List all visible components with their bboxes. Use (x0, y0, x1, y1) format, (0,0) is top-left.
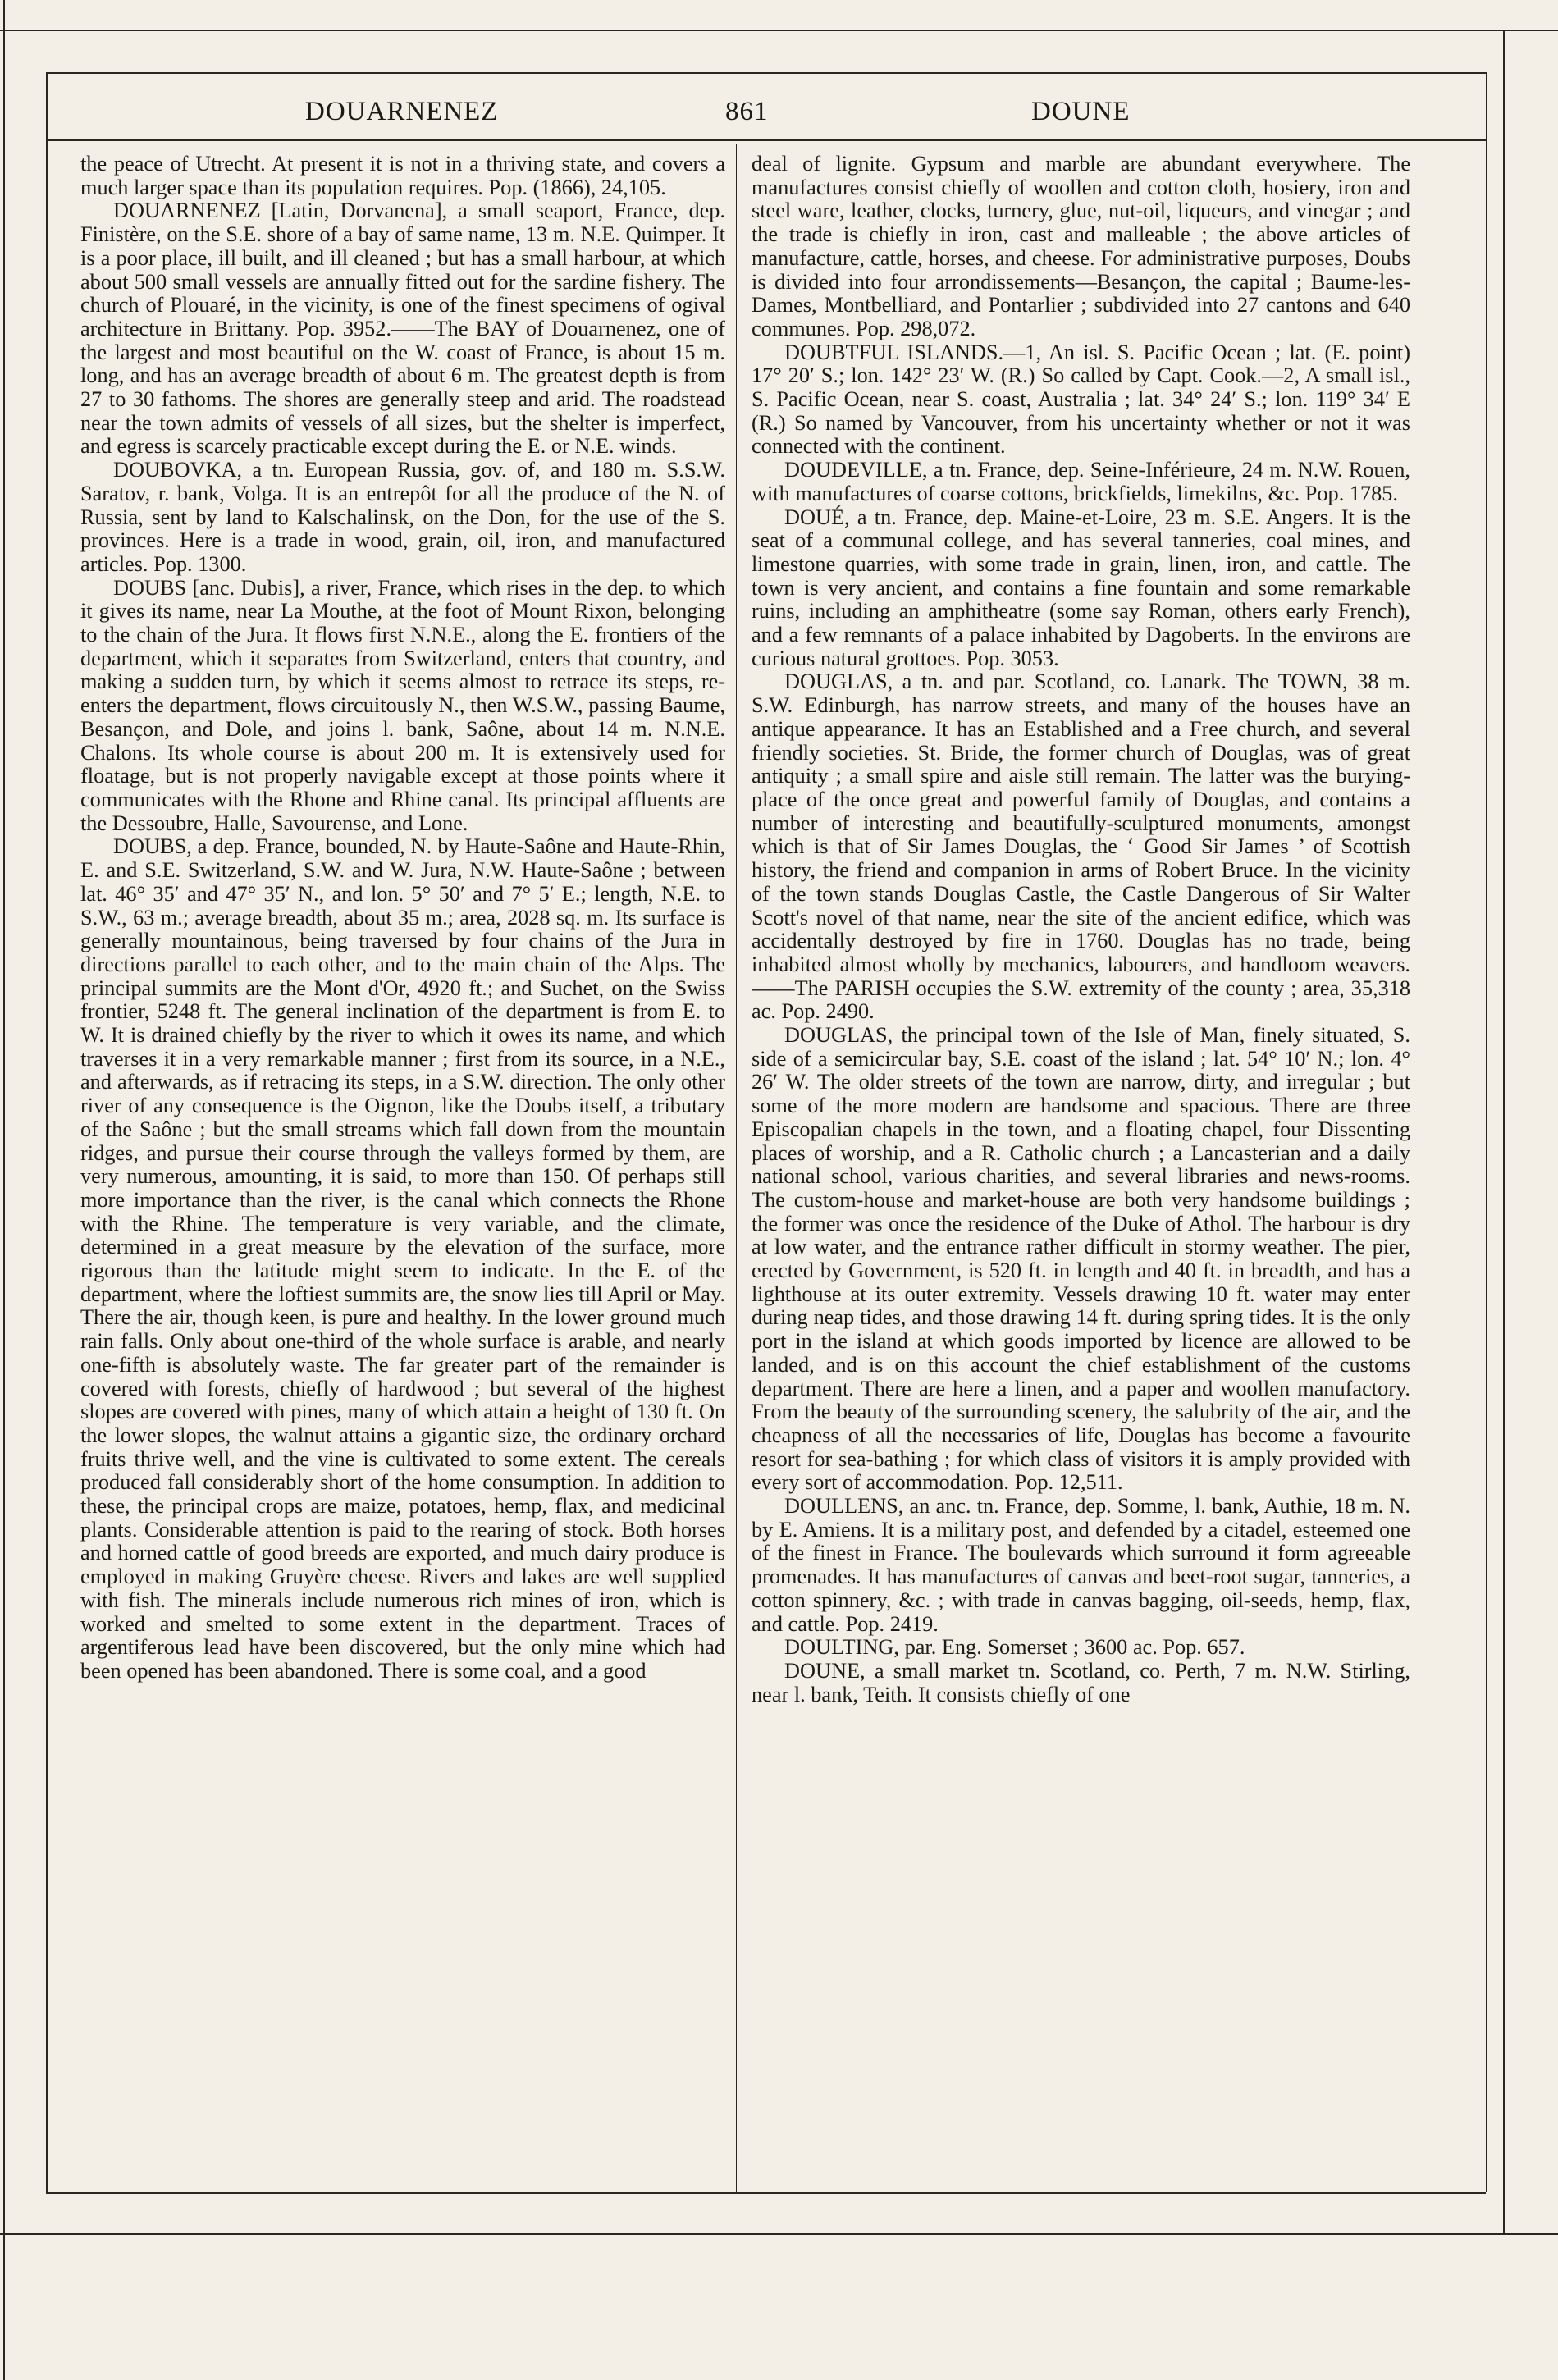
right-border-inner (1486, 72, 1487, 2192)
entry-utrecht-continuation: the peace of Utrecht. At present it is not in a thriving state, and covers a much larger space than its population requires. Pop. (1866), 24,105. (80, 153, 725, 199)
entry-doullens: DOULLENS, an anc. tn. France, dep. Somme, l. bank, Authie, 18 m. N. by E. Amiens. It is a military post, and defended by a citadel, esteemed one of the finest in France. The boulevards which surround it form agreeable promenades. It has manufactures of canvas and beet-root sugar, tanneries, a cotton spinnery, &c. ; with trade in canvas bagging, oil-seeds, hemp, flax, and cattle. Pop. 2419. (752, 1494, 1410, 1636)
entry-doue: DOUÉ, a tn. France, dep. Maine-et-Loire, 23 m. S.E. Angers. It is the seat of a communal college, and has several tanneries, coal mines, and limestone quarries, with some trade in grain, linen, iron, and cattle. The town is very ancient, and contains a fine fountain and some remarkable ruins, including an amphitheatre (some say Roman, others early French), and a few remnants of a palace inhabited by Dagoberts. In the environs are curious natural grottoes. Pop. 3053. (752, 505, 1410, 670)
entry-doudeville: DOUDEVILLE, a tn. France, dep. Seine-Inférieure, 24 m. N.W. Rouen, with manufactures of coarse cottons, brickfields, limekilns, &c. Pop. 1785. (752, 458, 1410, 505)
left-border-outer (3, 0, 5, 2380)
right-border-outer (1503, 30, 1505, 2233)
entry-douglas-scotland: DOUGLAS, a tn. and par. Scotland, co. Lanark. The TOWN, 38 m. S.W. Edinburgh, has narrow streets, and many of the houses have an antique appearance. It has an Established and a Free church, and several friendly societies. St. Bride, the former church of Douglas, was of great antiquity ; a small spire and aisle still remain. The latter was the burying-place of the once great and powerful family of Douglas, and contains a number of interesting and beautifully-sculptured monuments, amongst which is that of Sir James Douglas, the ‘ Good Sir James ’ of Scottish history, the friend and companion in arms of Robert Bruce. In the vicinity of the town stands Douglas Castle, the Castle Dangerous of Sir Walter Scott's novel of that name, near the site of the ancient edifice, which was accidentally destroyed by fire in 1760. Douglas has no trade, being inhabited almost wholly by mechanics, labourers, and handloom weavers.——The PARISH occupies the S.W. extremity of the county ; area, 35,318 ac. Pop. 2490. (752, 669, 1410, 1024)
top-rule-outer (0, 30, 1558, 31)
entry-douglas-isle-of-man: DOUGLAS, the principal town of the Isle of Man, finely situated, S. side of a semicircular bay, S.E. coast of the island ; lat. 54° 10′ N.; lon. 4° 26′ W. The older streets of the town are narrow, dirty, and irregular ; but some of the more modern are handsome and spacious. There are three Episcopalian chapels in the town, and a floating chapel, four Dissenting places of worship, and a R. Catholic church ; a Lancasterian and a daily national school, various charities, and several libraries and news-rooms. The custom-house and market-house are both very handsome buildings ; the former was once the residence of the Duke of Athol. The harbour is dry at low water, and the entrance rather difficult in stormy weather. The pier, erected by Government, is 520 ft. in length and 40 ft. in breadth, and has a lighthouse at its outer extremity. Vessels drawing 10 ft. water may enter during neap tides, and those drawing 14 ft. during spring tides. It is the only port in the island at which goods imported by licence are allowed to be landed, and is on this account the chief establishment of the customs department. There are here a linen, and a paper and woollen manufactory. From the beauty of the surrounding scenery, the salubrity of the air, and the cheapness of all the necessaries of life, Douglas has become a favourite resort for sea-bathing ; for which class of visitors it is amply provided with every sort of accommodation. Pop. 12,511. (752, 1023, 1410, 1495)
page-number: 861 (725, 97, 769, 126)
running-head-left: DOUARNENEZ (305, 97, 499, 126)
entry-doubovka: DOUBOVKA, a tn. European Russia, gov. of, and 180 m. S.S.W. Saratov, r. bank, Volga. It is an entrepôt for all the produce of the N. of Russia, sent by land to Kalschalinsk, on the Don, for the use of the S. provinces. Here is a trade in wood, grain, oil, iron, and manufactured articles. Pop. 1300. (80, 458, 725, 576)
left-column (80, 153, 725, 2146)
left-border-inner (46, 72, 48, 2192)
entry-doubtful-islands: DOUBTFUL ISLANDS.—1, An isl. S. Pacific Ocean ; lat. (E. point) 17° 20′ S.; lon. 142° 23′ W. (R.) So called by Capt. Cook.—2, A small isl., S. Pacific Ocean, near S. coast, Australia ; lat. 34° 24′ S.; lon. 119° 34′ E (R.) So named by Vancouver, from his uncertainty whether or not it was connected with the continent. (752, 340, 1410, 459)
entry-doubs-river: DOUBS [anc. Dubis], a river, France, which rises in the dep. to which it gives its name, near La Mouthe, at the foot of Mount Rixon, belonging to the chain of the Jura. It flows first N.N.E., along the E. frontiers of the department, which it separates from Switzerland, enters that country, and making a sudden turn, by which it seems almost to retrace its steps, re-enters the department, flows circuitously N., then W.S.W., passing Baume, Besançon, and Dole, and joins l. bank, Saône, about 14 m. N.N.E. Chalons. Its whole course is about 200 m. It is extensively used for floatage, but is not properly navigable except at those points where it communicates with the Rhone and Rhine canal. Its principal affluents are the Dessoubre, Halle, Savourense, and Lone. (80, 575, 725, 835)
top-rule-inner (46, 72, 1486, 74)
entry-doulting: DOULTING, par. Eng. Somerset ; 3600 ac. Pop. 657. (784, 1635, 1245, 1660)
bottom-rule-outer (0, 2233, 1558, 2235)
column-divider (736, 144, 737, 2192)
entry-douarnenez: DOUARNENEZ [Latin, Dorvanena], a small seaport, France, dep. Finistère, on the S.E. shore of a bay of same name, 13 m. N.E. Quimper. It is a poor place, ill built, and ill cleaned ; but has a small harbour, at which about 500 small vessels are annually fitted out for the sardine fishery. The church of Plouaré, in the vicinity, is one of the finest specimens of ogival architecture in Brittany. Pop. 3952.——The BAY of Douarnenez, one of the largest and most beautiful on the W. coast of France, is about 15 m. long, and has an average breadth of about 6 m. The greatest depth is from 27 to 30 fathoms. The shores are generally steep and arid. The roadstead near the town admits of vessels of all sizes, but the shelter is imperfect, and egress is scarcely practicable except during the E. or N.E. winds. (80, 199, 725, 459)
entry-doubs-continuation: deal of lignite. Gypsum and marble are abundant everywhere. The manufactures consist chiefly of woollen and cotton cloth, hosiery, iron and steel ware, leather, clocks, turnery, glue, nut-oil, liqueurs, and vinegar ; and the trade is chiefly in iron, cast and malleable ; the above articles of manufacture, cattle, horses, and cheese. For administrative purposes, Doubs is divided into four arrondissements—Besançon, the capital ; Baume-les-Dames, Montbelliard, and Pontarlier ; subdivided into 27 cantons and 640 communes. Pop. 298,072. (752, 153, 1410, 340)
entry-doubs-department: DOUBS, a dep. France, bounded, N. by Haute-Saône and Haute-Rhin, E. and S.E. Switzerland, S.W. and W. Jura, N.W. Haute-Saône ; between lat. 46° 35′ and 47° 35′ N., and lon. 5° 50′ and 7° 5′ E.; length, N.E. to S.W., 63 m.; average breadth, about 35 m.; area, 2028 sq. m. Its surface is generally mountainous, being traversed by four chains of the Jura in directions parallel to each other, and to the main chain of the Alps. The principal summits are the Mont d'Or, 4920 ft.; and Suchet, on the Swiss frontier, 5248 ft. The general inclination of the department is from E. to W. It is drained chiefly by the river to which it owes its name, and which traverses it in a very remarkable manner ; first from its source, in a N.E., and afterwards, as if retracing its steps, in a S.W. direction. The only other river of any consequence is the Oignon, like the Doubs itself, a tributary of the Saône ; but the small streams which fall down from the mountain ridges, and pursue their course through the valleys formed by them, are very numerous, amounting, it is said, to more than 150. Of perhaps still more importance than the river, is the canal which connects the Rhone with the Rhine. The temperature is very variable, and the climate, determined in a great measure by the elevation of the surface, more rigorous than the latitude might seem to indicate. In the E. of the department, where the loftiest summits are, the snow lies till April or May. There the air, though keen, is pure and healthy. In the lower ground much rain falls. Only about one-third of the whole surface is arable, and nearly one-fifth is absolutely waste. The far greater part of the remainder is covered with forests, chiefly of hardwood ; but several of the highest slopes are covered with pines, many of which attain a height of 130 ft. On the lower slopes, the walnut attains a gigantic size, the ordinary orchard fruits thrive well, and the vine is cultivated to some extent. The cereals produced fall considerably short of the home consumption. In addition to these, the principal crops are maize, potatoes, hemp, flax, and medicinal plants. Considerable attention is paid to the rearing of stock. Both horses and horned cattle of good breeds are exported, and much dairy produce is employed in making Gruyère cheese. Rivers and lakes are well supplied with fish. The minerals include numerous rich mines of iron, which is worked and smelted to some extent in the department. Traces of argentiferous lead have been discovered, but the only mine which had been opened has been abandoned. There is some coal, and a good (80, 834, 725, 1683)
right-column (752, 153, 1410, 2146)
header-rule (46, 139, 1486, 141)
bottom-rule-inner (46, 2192, 1486, 2194)
running-head-right: DOUNE (1031, 97, 1131, 126)
entry-doune: DOUNE, a small market tn. Scotland, co. Perth, 7 m. N.W. Stirling, near l. bank, Teith. It consists chiefly of one (752, 1659, 1410, 1706)
